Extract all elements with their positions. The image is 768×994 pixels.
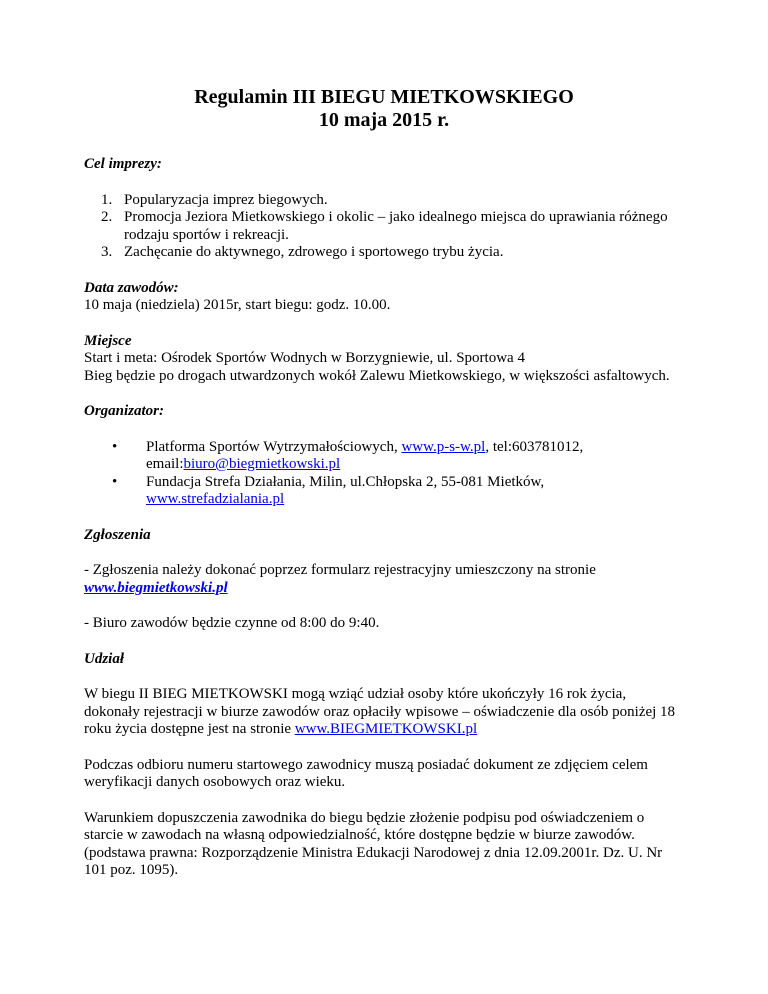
- zgloszenia-heading: Zgłoszenia: [84, 526, 151, 543]
- document-title: [84, 86, 684, 132]
- cel-item-3: 3. Zachęcanie do aktywnego, zdrowego i sportowego trybu życia.: [101, 244, 504, 260]
- cel-list: [84, 192, 684, 262]
- organizator-item-1: • Platforma Sportów Wytrzymałościowych, www.p-s-w.pl, tel:603781012, email:biuro@biegmietkowski.pl: [112, 438, 584, 472]
- udzial-paragraph-1: W biegu II BIEG MIETKOWSKI mogą wziąć udział osoby które ukończyły 16 rok życia, dokonały rejestracji w biurze zawodów oraz opłaciły wpisowe – oświadczenie dla osób poniżej 18 roku życia dostępne jest na stronie www.BIEGMIETKOWSKI.pl: [84, 686, 676, 737]
- title-line-1: Regulamin III BIEGU MIETKOWSKIEGO: [194, 86, 574, 108]
- organizator-list: [84, 439, 684, 509]
- title-line-2: 10 maja 2015 r.: [318, 109, 450, 131]
- zgloszenia-paragraph-2: - Biuro zawodów będzie czynne od 8:00 do 9:40.: [84, 615, 380, 631]
- organizator-heading: Organizator:: [84, 403, 165, 419]
- udzial-paragraph-2: Podczas odbioru numeru startowego zawodnicy muszą posiadać dokument ze zdjęciem celem weryfikacji danych osobowych oraz wieku.: [84, 756, 648, 790]
- document-page: [84, 86, 684, 880]
- data-heading: Data zawodów:: [84, 279, 179, 296]
- strefadzialania-link[interactable]: www.strefadzialania.pl: [146, 491, 285, 507]
- miejsce-line-1: Start i meta: Ośrodek Sportów Wodnych w Borzygniewie, ul. Sportowa 4: [84, 350, 525, 366]
- cel-heading: Cel imprezy:: [84, 156, 162, 172]
- udzial-paragraph-3: Warunkiem dopuszczenia zawodnika do biegu będzie złożenie podpisu pod oświadczeniem o starcie w zawodach na własną odpowiedzialność, które dostępne będzie w biurze zawodów. (podstawa prawna: Rozporządzenie Ministra Edukacji Narodowej z dnia 12.09.2001r. Dz. U. Nr 101 poz. 1095).: [84, 809, 663, 878]
- cel-item-2: 2. Promocja Jeziora Mietkowskiego i okolic – jako idealnego miejsca do uprawiania różnego rodzaju sportów i rekreacji.: [101, 209, 668, 243]
- organizator-item-2: • Fundacja Strefa Działania, Milin, ul.Chłopska 2, 55-081 Mietków, www.strefadzialania.pl: [112, 473, 545, 507]
- zgloszenia-paragraph-1: - Zgłoszenia należy dokonać poprzez formularz rejestracyjny umieszczony na stronie www.biegmietkowski.pl: [84, 562, 596, 596]
- miejsce-line-2: Bieg będzie po drogach utwardzonych wokół Zalewu Mietkowskiego, w większości asfaltowych.: [84, 367, 670, 384]
- cel-item-1: 1. Popularyzacja imprez biegowych.: [101, 191, 328, 208]
- email-link[interactable]: biuro@biegmietkowski.pl: [183, 456, 341, 472]
- bullet-icon: •: [112, 473, 118, 490]
- bullet-icon: •: [112, 438, 118, 455]
- data-text: 10 maja (niedziela) 2015r, start biegu: godz. 10.00.: [84, 297, 391, 313]
- udzial-heading: Udział: [84, 650, 125, 667]
- biegmietkowski-caps-link[interactable]: www.BIEGMIETKOWSKI.pl: [294, 721, 478, 737]
- miejsce-heading: Miejsce: [84, 332, 132, 349]
- biegmietkowski-link[interactable]: www.biegmietkowski.pl: [84, 579, 228, 596]
- psw-link[interactable]: www.p-s-w.pl: [401, 438, 486, 455]
